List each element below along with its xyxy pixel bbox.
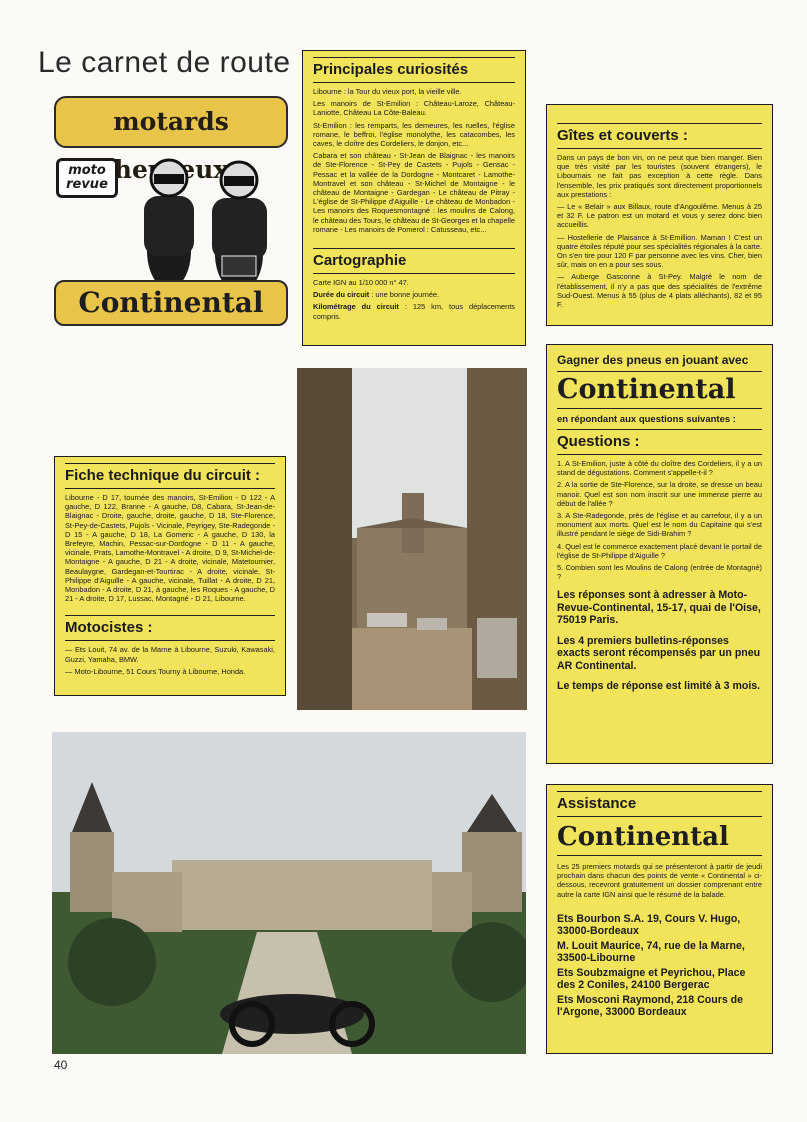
gites-para: — Hostellerie de Plaisance à St-Emillion. Maman ! C'est un quatre étoiles réputé pour ses spécialités régionales à la carte. On s'en tire pour 120 F par personne avec les vins. Cher, bien sûr, mais on en a pour ses sous. xyxy=(557,232,763,270)
curiosites-para: Cabara et son château - St-Jean de Blaignac - les manoirs de Ste-Florence - St-Pey de Castets - Pujols - Gensac - Pessac et la vallée de la Dordogne - Montcaret - Lamothe-Montravel et son château - St-Michel de Montaigne - le château de Montaigne - Gardegan - Le château de Pitray - L'église de St-Philippe d'Aiguille - Le château de Monbadon - Les manoirs des Roquesmontagné : les moulins de Calong, le château des Tours, le château de St-Georges et la chapelle romane - Les manoirs de Pomerol : Catusseau, etc... xyxy=(313,151,516,234)
assistance-address: Ets Mosconi Raymond, 218 Cours de l'Argone, 33000 Bordeaux xyxy=(557,993,744,1019)
cartographie-title: Cartographie xyxy=(313,248,515,274)
gagner-box xyxy=(546,344,773,764)
curiosites-box xyxy=(302,50,526,346)
curiosites-para: Libourne : la Tour du vieux port, la vieille ville. xyxy=(313,87,462,96)
gites-para: — Auberge Gasconne à St-Pey. Malgré le nom de l'établissement, il n'y a pas que des spécialités de l'extrême Sud-Ouest. Menus à 55 (plus de 4 plats alléchants), 82 et 95 F. xyxy=(557,272,762,310)
gites-para: Dans un pays de bon vin, on ne peut que bien manger. Bien que très visité par les touristes (souvent étrangers), le Libournais ne fait pas exception à cette règle. Dans l'ensemble, les prix pratiqués sont directement proportionnels aux prestations : xyxy=(557,153,762,199)
moto-revue-logo: moto revue xyxy=(56,158,118,198)
assistance-address: M. Louit Maurice, 74, rue de la Marne, 33500-Libourne xyxy=(557,939,745,965)
curiosites-title: Principales curiosités xyxy=(313,57,515,83)
fiche-title: Fiche technique du circuit : xyxy=(65,463,275,489)
cartographie-line: Carte IGN au 1/10 000 n° 47. xyxy=(313,278,409,288)
question-item: 3. A Ste-Radegonde, près de l'église et au carrefour, il y a un monument aux morts. Quel est le nom du Capitaine qui s'est illustré pendant le siège de Sidi-Brahim ? xyxy=(557,511,762,539)
motorcyclists-illustration xyxy=(114,136,294,296)
continental-ad xyxy=(54,96,288,326)
assistance-title: Assistance xyxy=(557,791,762,817)
gagnants-text: Les 4 premiers bulletins-réponses exacts seront récompensés par un pneu AR Continental. xyxy=(557,634,761,672)
motocistes-para: — Ets Louit, 74 av. de la Marne à Libourne, Suzuki, Kawasaki, Guzzi, Yamaha, BMW. xyxy=(65,645,275,664)
cartographie-km: Kilométrage du circuit : 125 km, tous déplacements compris. xyxy=(313,302,516,321)
question-item: 1. A St-Emilion, juste à côté du cloître des Cordeliers, il y a un stand de dégustations. Comment s'appelle-t-il ? xyxy=(557,459,762,478)
assistance-box xyxy=(546,784,773,1054)
motocistes-title: Motocistes : xyxy=(65,615,275,641)
chateau-photo xyxy=(52,732,526,1054)
continental-logo: Continental xyxy=(557,821,762,856)
assistance-address: Ets Bourbon S.A. 19, Cours V. Hugo, 33000-Bordeaux xyxy=(557,912,741,938)
continental-logo: Continental xyxy=(78,286,264,319)
page-title: Le carnet de route xyxy=(38,46,291,79)
gites-para: — Le « Belair » aux Billaux, route d'Angoulême. Menus à 25 et 32 F. Le patron est un motard et vous y serez donc bien accueillis. xyxy=(557,202,762,230)
question-item: 5. Combien sont les Moulins de Calong (entrée de Montagné) ? xyxy=(557,563,762,582)
ad-headline: motards xyxy=(113,107,229,136)
fiche-text: Libourne - D 17, tournée des manoirs, St-Emilion - D 122 - A gauche, D 122, Branne - A gauche, D8, Cabara, St-Jean-de-Blaignac - Droite, gauche, droite, gauche, D 18, Ste-Florence, St-Pey-de-Castets, Pujols - Vicinale, Peyrigey, Ste-Radegonde - D 15 - A gauche, D 18, La Gomeric - A gauche, D 130, la Brefeyre, Machin, Pessac-sur-Dordogne - D 11 - A gauche, vicinale, Prats, Lamothe-Montravel - A droite, D 9, St-Michel-de-Montaigne - A gauche, D 21 - A droite, vicinale, Matetournier, Beaulaygne, Gardegan-et-Tourtirac - A droite, vicinale, St-Philippe d'Aiguille - A gauche, vicinale, Tuillat - A droite, D 21, Monbadon - A droite, D 21, à gauche, les Roques - A gauche, D 21 - A droite, D 17, Lussac, Montagné - D 21, Libourne. xyxy=(65,493,275,604)
delai-text: Le temps de réponse est limité à 3 mois. xyxy=(557,680,761,693)
gites-box xyxy=(546,104,773,326)
question-item: 2. A la sortie de Ste-Florence, sur la droite, se dresse un beau manoir. Quel est son nom inscrit sur une immense pierre au début de l'allée ? xyxy=(557,480,762,508)
gagner-sub: en répondant aux questions suivantes : xyxy=(557,414,736,425)
motocistes-para: — Moto-Libourne, 51 Cours Tourny à Libourne, Honda. xyxy=(65,666,246,676)
street-photo xyxy=(297,368,527,710)
gagner-intro: Gagner des pneus en jouant avec xyxy=(557,353,749,367)
assistance-text: Les 25 premiers motards qui se présenteront à partir de jeudi prochain dans chacun des points de vente « Continental » ci-dessous, recevront gratuitement un dossier comprenant entre autre la carte IGN ainsi que le résumé de la balade. xyxy=(557,862,762,899)
continental-logo: Continental xyxy=(557,371,762,409)
questions-title: Questions : xyxy=(557,429,762,455)
fiche-box xyxy=(54,456,286,696)
gites-title: Gîtes et couverts : xyxy=(557,123,762,149)
curiosites-para: St-Emilion : les remparts, les demeures, les ruelles, l'église romane, le beffroi, l'église monolythe, les catacombes, les caves, le cloître des Cordeliers, le donjon, etc... xyxy=(313,120,515,149)
cartographie-duree: Durée du circuit : une bonne journée. xyxy=(313,290,440,300)
question-item: 4. Quel est le commerce exactement placé devant le portail de l'église de St-Philippe d'Aiguille ? xyxy=(557,541,762,560)
curiosites-para: Les manoirs de St-Emilion : Château-Laroze, Château-Laniotte, Château La Côte-Baleau. xyxy=(313,99,515,118)
assistance-address: Ets Soubzmaigne et Peyrichou, Place des 2 Coniles, 24100 Bergerac xyxy=(557,966,746,992)
page-number: 40 xyxy=(54,1058,68,1072)
reponses-address: Les réponses sont à adresser à Moto-Revue-Continental, 15-17, quai de l'Oise, 75019 Paris. xyxy=(557,589,761,627)
ad-brand-banner xyxy=(54,280,288,326)
